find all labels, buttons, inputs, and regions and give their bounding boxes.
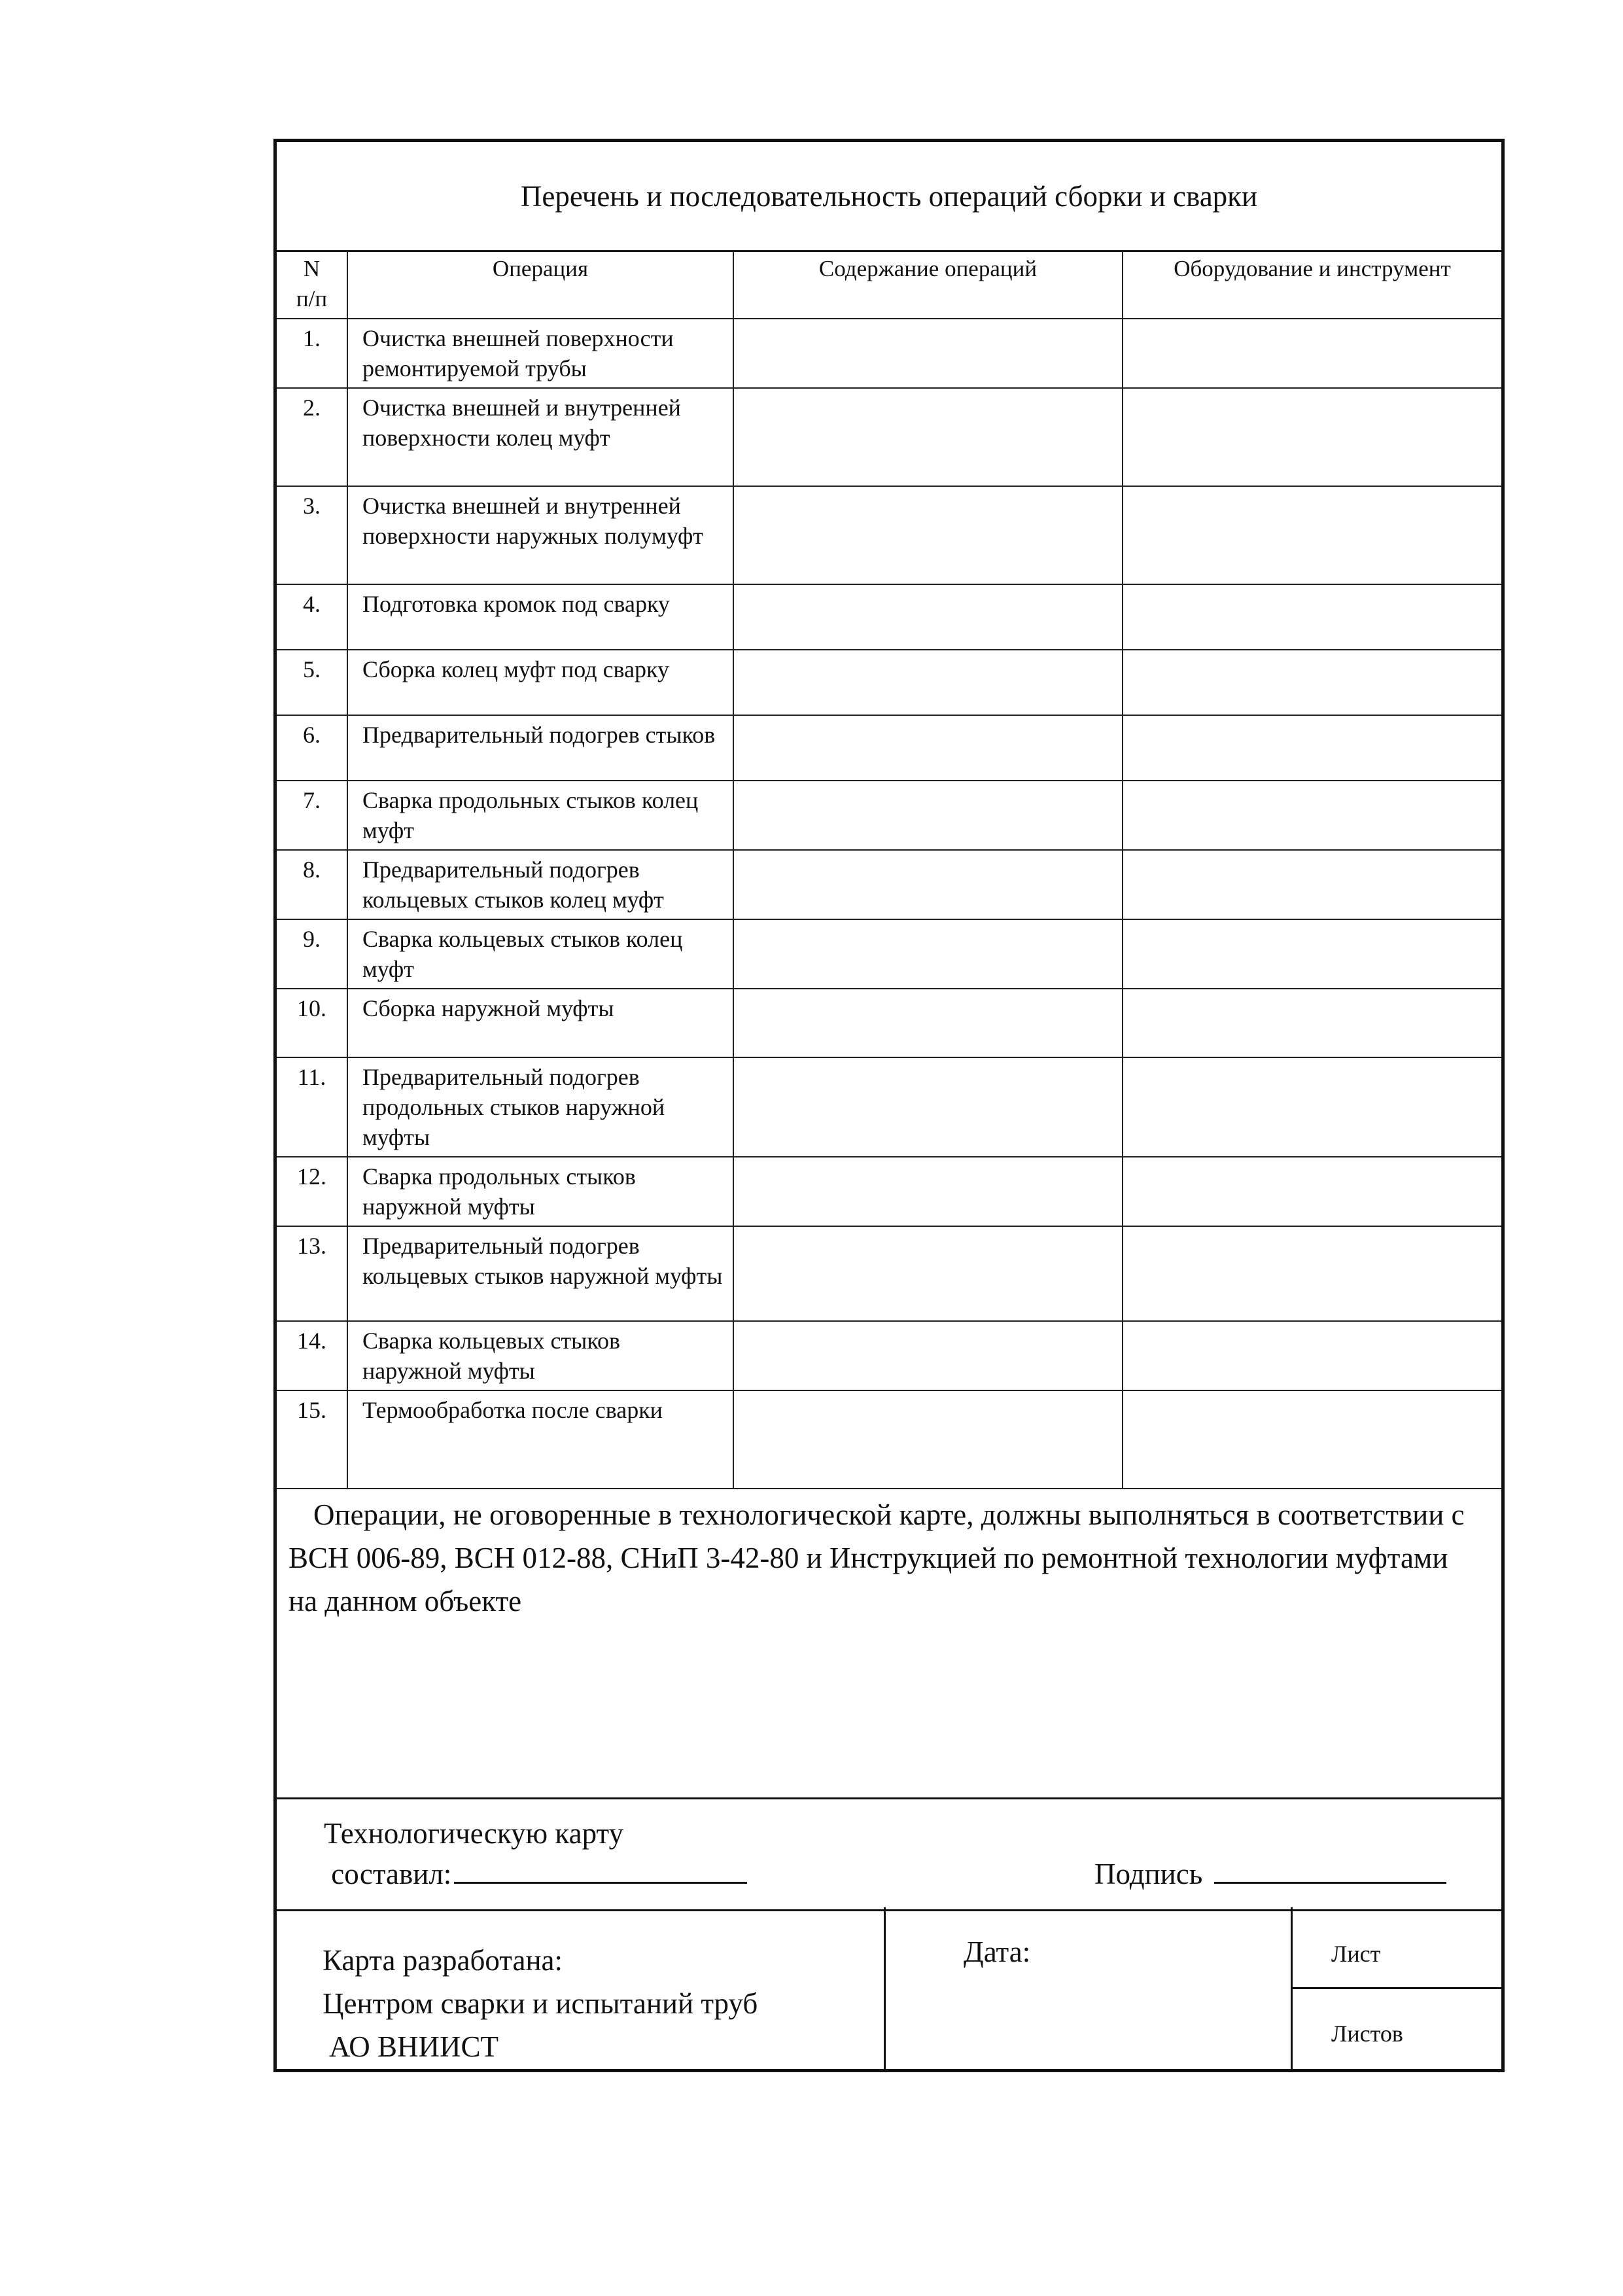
- row-operation: Сборка колец муфт под сварку: [347, 650, 733, 715]
- table-row: [277, 1321, 1501, 1390]
- row-number: 5.: [277, 650, 347, 715]
- row-content[interactable]: [733, 650, 1123, 715]
- row-equipment[interactable]: [1123, 319, 1501, 388]
- row-operation: Предварительный подогрев продольных стыков наружной муфты: [347, 1057, 733, 1157]
- row-content[interactable]: [733, 989, 1123, 1057]
- row-number: 4.: [277, 584, 347, 650]
- row-content[interactable]: [733, 486, 1123, 584]
- table-row: [277, 584, 1501, 650]
- row-equipment[interactable]: [1123, 715, 1501, 781]
- row-content[interactable]: [733, 850, 1123, 919]
- row-content[interactable]: [733, 1390, 1123, 1489]
- row-content[interactable]: [733, 1157, 1123, 1226]
- row-number: 3.: [277, 486, 347, 584]
- header-num-line2: п/п: [296, 286, 328, 311]
- row-content[interactable]: [733, 1321, 1123, 1390]
- compliance-note: Операции, не оговоренные в технологической карте, должны выполняться в соответствии с ВСН 006-89, ВСН 012-88, СНиП 3-42-80 и Инструкцией по ремонтной технологии муфтами на данном объекте: [288, 1498, 1465, 1617]
- row-equipment[interactable]: [1123, 650, 1501, 715]
- row-operation: Очистка внешней поверхности ремонтируемой трубы: [347, 319, 733, 388]
- footer-divider: [884, 1907, 886, 2069]
- row-operation: Подготовка кромок под сварку: [347, 584, 733, 650]
- compiled-label-line1: Технологическую карту: [324, 1817, 624, 1850]
- row-operation: Сварка кольцевых стыков колец муфт: [347, 919, 733, 989]
- row-content[interactable]: [733, 1057, 1123, 1157]
- table-row: [277, 989, 1501, 1057]
- row-number: 14.: [277, 1321, 347, 1390]
- row-number: 2.: [277, 388, 347, 486]
- table-row: [277, 1226, 1501, 1321]
- compiled-label-line2: составил:: [331, 1858, 452, 1890]
- row-operation: Сварка кольцевых стыков наружной муфты: [347, 1321, 733, 1390]
- developed-label: Карта разработана:: [323, 1944, 563, 1977]
- row-operation: Сварка продольных стыков наружной муфты: [347, 1157, 733, 1226]
- table-row: [277, 486, 1501, 584]
- sheet-label: Лист: [1331, 1941, 1381, 1967]
- row-content[interactable]: [733, 715, 1123, 781]
- row-number: 10.: [277, 989, 347, 1057]
- header-content: Содержание операций: [733, 251, 1123, 319]
- header-equipment: Оборудование и инструмент: [1123, 251, 1501, 319]
- row-number: 12.: [277, 1157, 347, 1226]
- row-number: 11.: [277, 1057, 347, 1157]
- table-row: [277, 919, 1501, 989]
- document-frame: [273, 139, 1505, 2072]
- row-number: 8.: [277, 850, 347, 919]
- row-number: 15.: [277, 1390, 347, 1489]
- table-row: [277, 650, 1501, 715]
- row-equipment[interactable]: [1123, 781, 1501, 850]
- row-equipment[interactable]: [1123, 1157, 1501, 1226]
- row-content[interactable]: [733, 1226, 1123, 1321]
- table-row: [277, 850, 1501, 919]
- table-header-row: [277, 251, 1501, 319]
- header-operation: Операция: [347, 251, 733, 319]
- row-operation: Сборка наружной муфты: [347, 989, 733, 1057]
- row-equipment[interactable]: [1123, 1057, 1501, 1157]
- row-operation: Очистка внешней и внутренней поверхности наружных полумуфт: [347, 486, 733, 584]
- row-equipment[interactable]: [1123, 1390, 1501, 1489]
- header-num: [277, 251, 347, 319]
- signature: [1094, 1853, 1446, 1891]
- row-equipment[interactable]: [1123, 1321, 1501, 1390]
- row-content[interactable]: [733, 919, 1123, 989]
- row-number: 1.: [277, 319, 347, 388]
- row-equipment[interactable]: [1123, 850, 1501, 919]
- signature-label: Подпись: [1094, 1858, 1203, 1890]
- row-operation: Предварительный подогрев стыков: [347, 715, 733, 781]
- row-equipment[interactable]: [1123, 584, 1501, 650]
- operations-table: [277, 250, 1501, 1489]
- row-number: 7.: [277, 781, 347, 850]
- footer-divider: [1291, 1987, 1501, 1989]
- footer-block: [277, 1907, 1501, 2069]
- row-operation: Предварительный подогрев кольцевых стыков наружной муфты: [347, 1226, 733, 1321]
- header-num-line1: N: [303, 256, 321, 281]
- table-row: [277, 319, 1501, 388]
- row-equipment[interactable]: [1123, 989, 1501, 1057]
- signature-block: [277, 1797, 1501, 1911]
- row-operation: Предварительный подогрев кольцевых стыков колец муфт: [347, 850, 733, 919]
- row-operation: Термообработка после сварки: [347, 1390, 733, 1489]
- row-operation: Сварка продольных стыков колец муфт: [347, 781, 733, 850]
- row-content[interactable]: [733, 584, 1123, 650]
- date-label: Дата:: [964, 1935, 1031, 1968]
- table-row: [277, 388, 1501, 486]
- table-row: [277, 1057, 1501, 1157]
- compiled-by: [324, 1814, 747, 1894]
- signature-field[interactable]: [1214, 1853, 1446, 1884]
- row-number: 13.: [277, 1226, 347, 1321]
- row-number: 6.: [277, 715, 347, 781]
- row-equipment[interactable]: [1123, 1226, 1501, 1321]
- table-row: [277, 781, 1501, 850]
- row-equipment[interactable]: [1123, 919, 1501, 989]
- developer-line1: Центром сварки и испытаний труб: [323, 1987, 758, 2020]
- table-row: [277, 715, 1501, 781]
- compiled-by-field[interactable]: [454, 1853, 747, 1884]
- row-content[interactable]: [733, 781, 1123, 850]
- developer-info: [323, 1939, 758, 2068]
- table-row: [277, 1390, 1501, 1489]
- row-content[interactable]: [733, 319, 1123, 388]
- row-equipment[interactable]: [1123, 486, 1501, 584]
- row-content[interactable]: [733, 388, 1123, 486]
- table-row: [277, 1157, 1501, 1226]
- sheets-label: Листов: [1331, 2021, 1403, 2047]
- row-operation: Очистка внешней и внутренней поверхности колец муфт: [347, 388, 733, 486]
- row-number: 9.: [277, 919, 347, 989]
- developer-line2: АО ВНИИСТ: [329, 2030, 499, 2063]
- page-title: Перечень и последовательность операций сборки и сварки: [277, 142, 1501, 252]
- row-equipment[interactable]: [1123, 388, 1501, 486]
